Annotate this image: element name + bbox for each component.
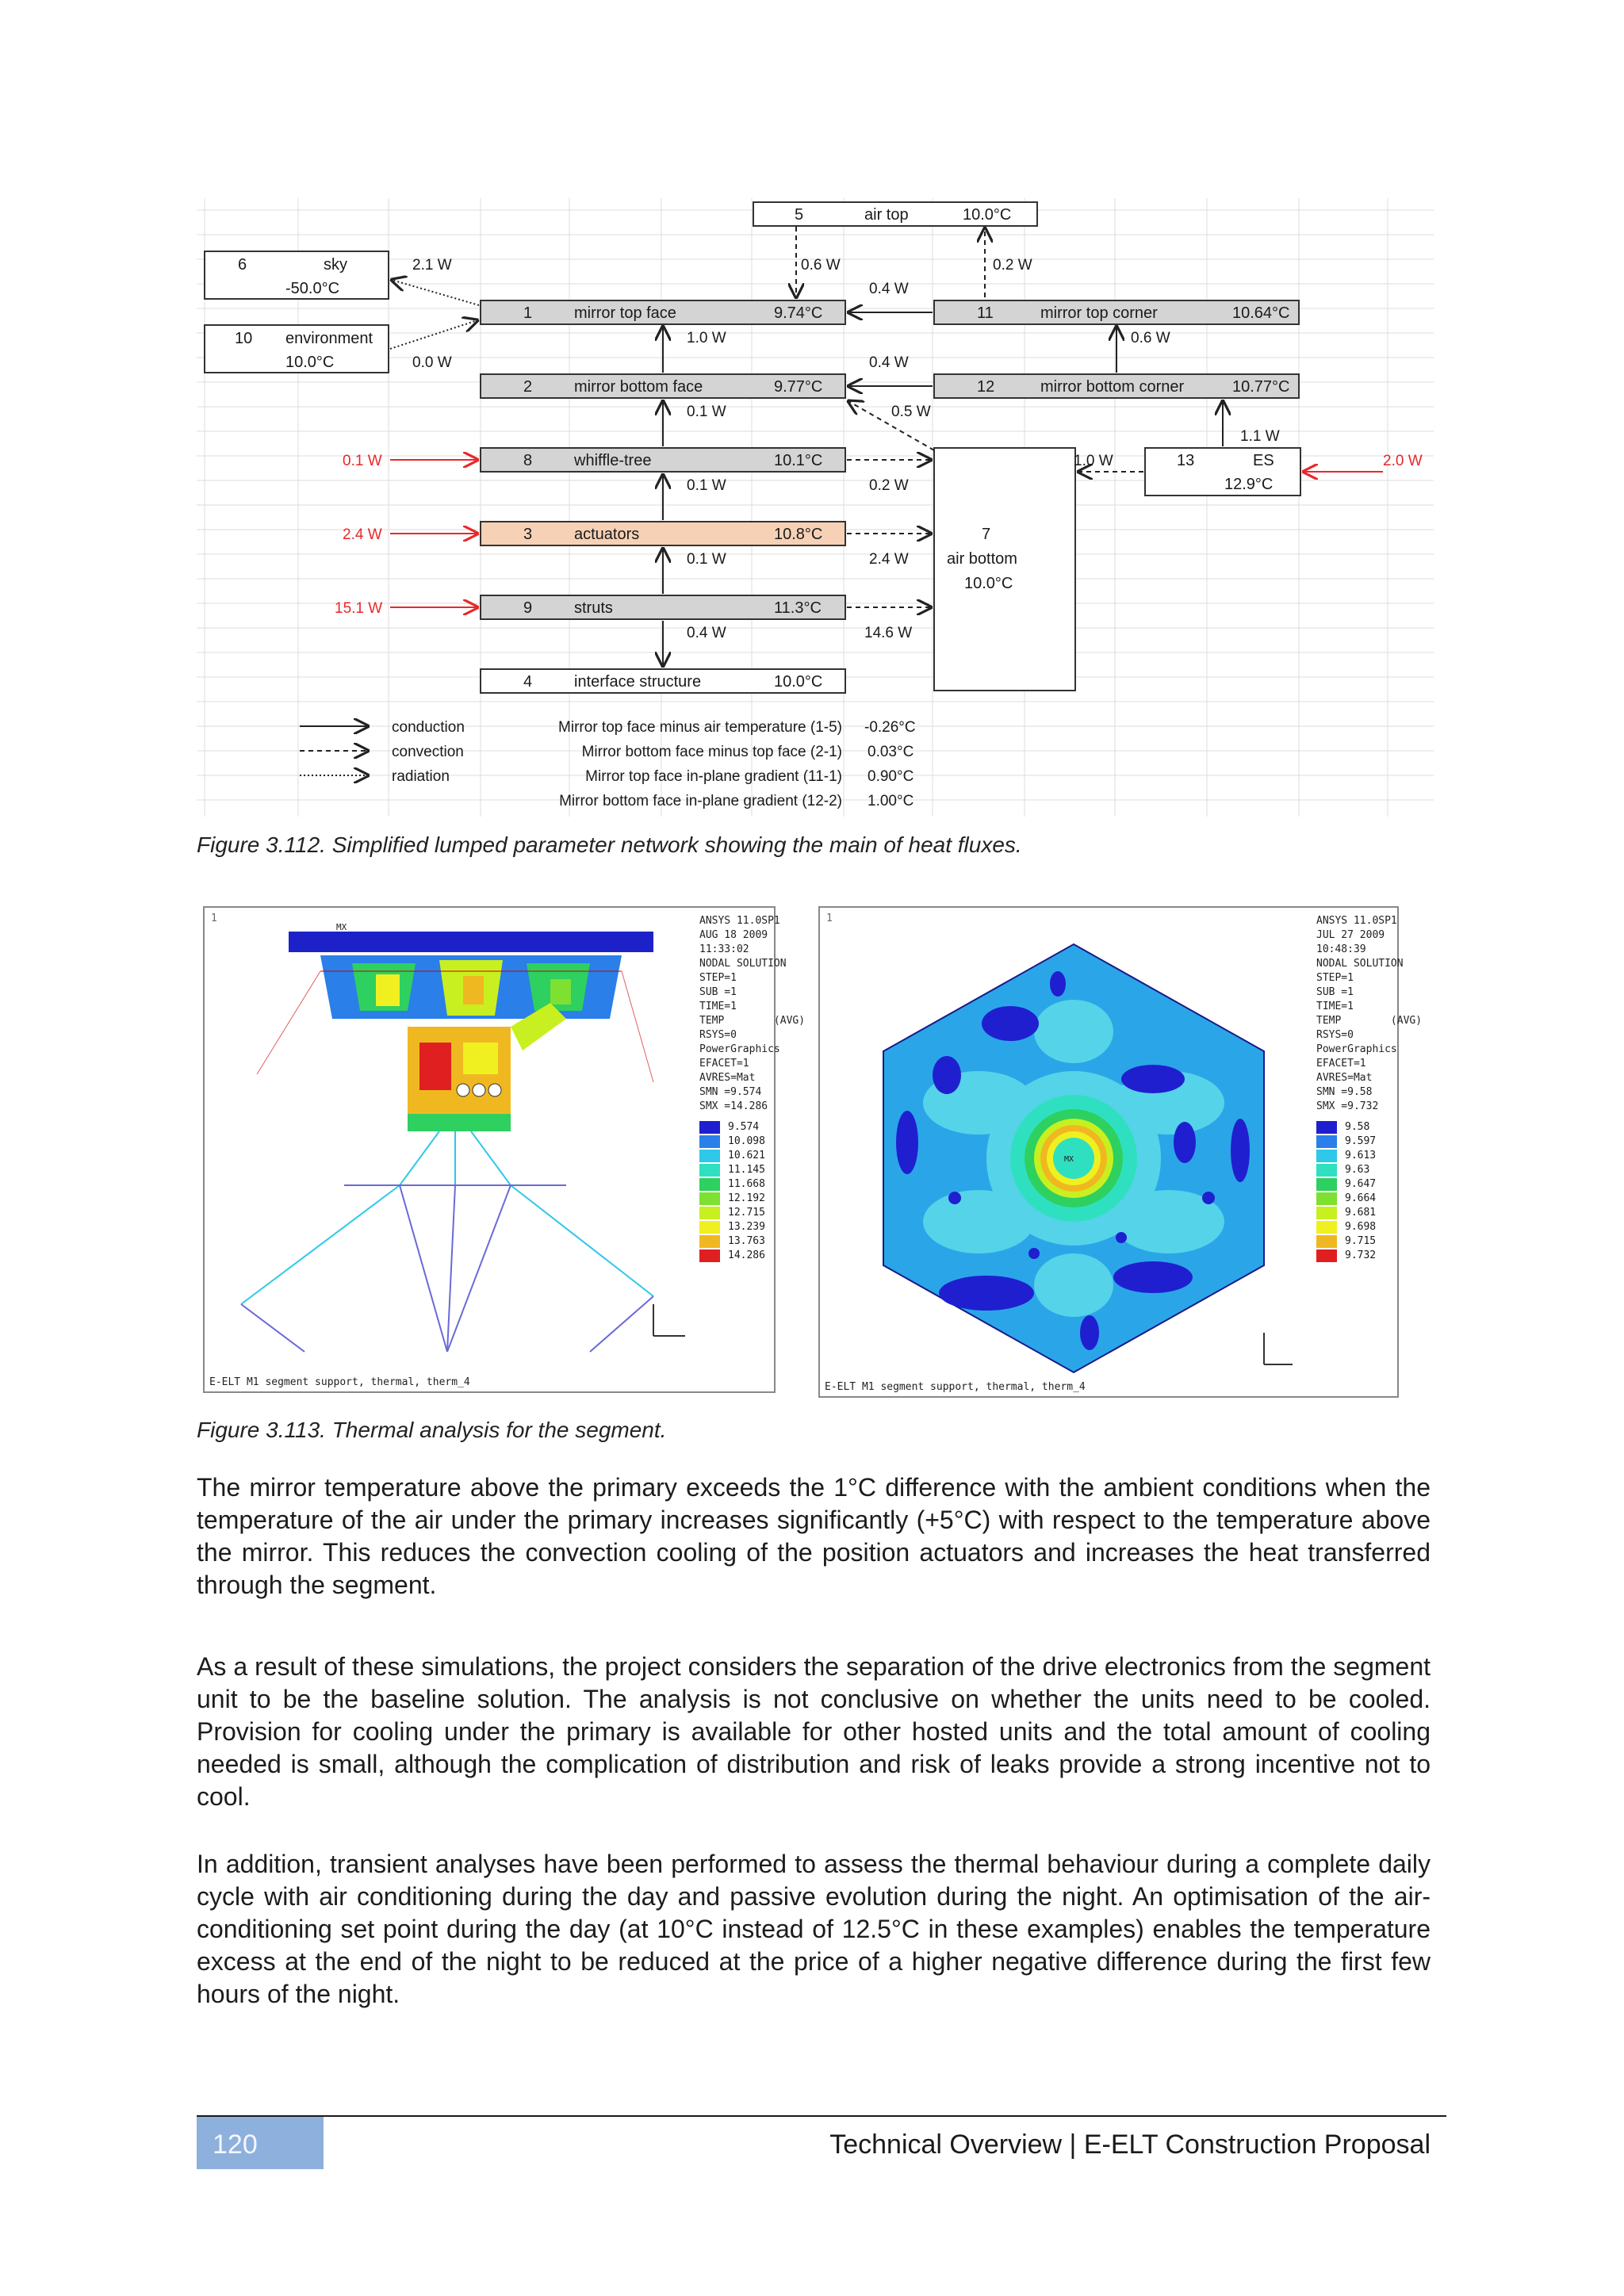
flux-label: 0.6 W	[1131, 330, 1170, 346]
ansys-info-left: ANSYS 11.0SP1 AUG 18 2009 11:33:02 NODAL SOLUTION STEP=1 SUB =1 TIME=1 TEMP (AVG) RSYS=0 PowerGraphics EFACET=1 AVRES=Mat SMN =9.574 SMX =14.286	[699, 915, 806, 1112]
summary-label: Mirror bottom face in-plane gradient (12-2)	[559, 793, 842, 809]
scale-row	[699, 1149, 765, 1163]
scale-value: 13.239	[728, 1221, 765, 1233]
node-id: 3	[523, 526, 533, 543]
flux-label: 0.4 W	[869, 354, 909, 371]
flux-label: 0.1 W	[687, 477, 726, 494]
node-label: air top	[864, 206, 909, 224]
scale-row	[1316, 1177, 1376, 1192]
flux-label: 0.1 W	[687, 551, 726, 568]
fe-plot-right	[818, 906, 1423, 1398]
scale-value: 11.668	[728, 1178, 765, 1190]
figure-caption-3-112: Figure 3.112. Simplified lumped parameter network showing the main of heat fluxes.	[197, 832, 1022, 857]
color-scale-right	[1316, 1120, 1376, 1263]
node-air-bottom	[934, 448, 1075, 691]
heat-input-label: 0.1 W	[343, 453, 382, 469]
flux-label: 2.4 W	[869, 551, 909, 568]
node-id: 7	[982, 526, 991, 543]
flux-label: 0.2 W	[869, 477, 909, 494]
scale-value: 14.286	[728, 1249, 765, 1261]
scale-value: 13.763	[728, 1235, 765, 1247]
scale-value: 11.145	[728, 1164, 765, 1176]
node-id: 1	[523, 304, 533, 322]
summary-label: Mirror top face minus air temperature (1-5)	[558, 719, 842, 736]
scale-value: 9.698	[1345, 1221, 1377, 1233]
scale-row	[699, 1120, 765, 1135]
node-id: 11	[977, 304, 994, 322]
scale-row	[1316, 1149, 1376, 1163]
plot-corner-number: 1	[826, 913, 833, 924]
summary-value: 1.00°C	[868, 793, 914, 809]
scale-row	[699, 1163, 765, 1177]
node-id: 2	[523, 378, 533, 396]
scale-row	[699, 1177, 765, 1192]
scale-value: 9.664	[1345, 1192, 1377, 1204]
flux-label: 14.6 W	[864, 625, 913, 641]
node-label: actuators	[574, 526, 640, 543]
page-number: 120	[213, 2130, 258, 2160]
summary-label: Mirror bottom face minus top face (2-1)	[581, 744, 842, 760]
node-label: sky	[324, 256, 347, 274]
scale-row	[1316, 1192, 1376, 1206]
flux-label: 1.0 W	[687, 330, 726, 346]
fe-footer-right: E-ELT M1 segment support, thermal, therm_4	[825, 1381, 1086, 1393]
scale-row	[1316, 1163, 1376, 1177]
scale-row	[699, 1192, 765, 1206]
hexagonal-segment-model	[852, 936, 1296, 1380]
body-paragraph: The mirror temperature above the primary exceeds the 1°C difference with the ambient conditions when the temperature of the air under the primary increases significantly (+5°C) with respect to the temperature above the mirror. This reduces the convection cooling of the position actuators and increases the heat transferred through the segment.	[197, 1473, 1431, 1599]
scale-row	[1316, 1206, 1376, 1220]
node-label: ES	[1253, 452, 1274, 469]
scale-row	[699, 1234, 765, 1249]
summary-value: 0.03°C	[868, 744, 914, 760]
scale-value: 9.58	[1345, 1121, 1370, 1133]
summary-value: 0.90°C	[868, 768, 914, 785]
node-temp: 10.0°C	[285, 354, 335, 371]
scale-row	[699, 1135, 765, 1149]
scale-row	[1316, 1249, 1376, 1263]
flux-label: 0.1 W	[687, 404, 726, 420]
scale-row	[1316, 1120, 1376, 1135]
flux-label: 0.0 W	[412, 354, 452, 371]
node-temp: 9.77°C	[774, 378, 823, 396]
scale-row	[699, 1206, 765, 1220]
node-temp: 10.0°C	[964, 575, 1013, 592]
scale-value: 12.192	[728, 1192, 765, 1204]
body-paragraph: In addition, transient analyses have been performed to assess the thermal behaviour during a complete daily cycle with air conditioning during the day and passive evolution during the night. An optimisation of the air-conditioning set point during the day (at 10°C instead of 12.5°C in these examples) enables the temperature excess at the end of the night to be reduced at the price of a higher negative difference during the first few hours of the night.	[197, 1850, 1431, 2008]
scale-value: 9.597	[1345, 1135, 1377, 1147]
scale-value: 9.647	[1345, 1178, 1377, 1190]
body-paragraph: As a result of these simulations, the project considers the separation of the drive electronics from the segment unit to be the baseline solution. The analysis is not conclusive on whether the units need to be cooled. Provision for cooling under the primary is available for other hosted units and the total amount of cooling needed is small, although the complication of distribution and risk of leaks provide a strong incentive not to cool.	[197, 1652, 1431, 1811]
node-temp: 10.0°C	[774, 673, 823, 691]
flux-label: 1.1 W	[1240, 428, 1280, 445]
node-id: 9	[523, 599, 533, 617]
scale-row	[699, 1249, 765, 1263]
node-id: 6	[238, 256, 247, 274]
flux-arrow	[390, 320, 477, 349]
fe-plot-left	[203, 906, 806, 1393]
node-label: mirror top face	[574, 304, 676, 322]
node-temp: 10.8°C	[774, 526, 823, 543]
heat-flux-network-diagram	[197, 198, 1434, 817]
node-label: mirror top corner	[1040, 304, 1158, 322]
node-label: mirror bottom face	[574, 378, 703, 396]
node-label: environment	[285, 330, 373, 347]
node-temp: 10.64°C	[1232, 304, 1290, 322]
scale-value: 9.574	[728, 1121, 760, 1133]
scale-row	[1316, 1234, 1376, 1249]
node-label: whiffle-tree	[574, 452, 652, 469]
ansys-info-right: ANSYS 11.0SP1 JUL 27 2009 10:48:39 NODAL SOLUTION STEP=1 SUB =1 TIME=1 TEMP (AVG) RSYS=0 PowerGraphics EFACET=1 AVRES=Mat SMN =9.58 SMX =9.732	[1316, 915, 1423, 1112]
plot-mark: MX	[1064, 1155, 1074, 1164]
heat-input-label: 2.0 W	[1383, 453, 1423, 469]
summary-label: Mirror top face in-plane gradient (11-1)	[585, 768, 842, 785]
scale-value: 9.681	[1345, 1207, 1377, 1219]
legend-radiation: radiation	[392, 768, 450, 785]
scale-value: 9.732	[1345, 1249, 1377, 1261]
node-id: 5	[795, 206, 804, 224]
segment-support-model	[209, 924, 685, 1368]
node-id: 13	[1177, 452, 1195, 469]
scale-row	[699, 1220, 765, 1234]
scale-value: 10.621	[728, 1150, 765, 1161]
node-temp: 10.1°C	[774, 452, 823, 469]
scale-value: 9.613	[1345, 1150, 1377, 1161]
node-label: interface structure	[574, 673, 702, 691]
flux-label: 0.4 W	[869, 281, 909, 297]
figure-caption-3-113: Figure 3.113. Thermal analysis for the segment.	[197, 1418, 667, 1442]
node-label: mirror bottom corner	[1040, 378, 1185, 396]
node-id: 10	[235, 330, 253, 347]
scale-value: 10.098	[728, 1135, 765, 1147]
legend-convection: convection	[392, 744, 464, 760]
node-label: air bottom	[947, 550, 1017, 568]
footer-rule	[197, 2115, 1446, 2117]
flux-label: 1.0 W	[1074, 453, 1113, 469]
heat-input-label: 2.4 W	[343, 526, 382, 543]
node-id: 8	[523, 452, 533, 469]
flux-label: 0.6 W	[801, 257, 841, 274]
color-scale-left	[699, 1120, 765, 1263]
flux-label: 2.1 W	[412, 257, 452, 274]
plot-label: MX	[336, 922, 347, 932]
footer-title: Technical Overview | E-ELT Construction Proposal	[829, 2130, 1431, 2160]
node-temp: 10.77°C	[1232, 378, 1290, 396]
node-label: struts	[574, 599, 613, 617]
node-es	[1145, 448, 1300, 496]
node-temp: -50.0°C	[285, 280, 340, 297]
scale-value: 12.715	[728, 1207, 765, 1219]
legend-conduction: conduction	[392, 719, 465, 736]
flux-label: 0.2 W	[993, 257, 1032, 274]
scale-row	[1316, 1135, 1376, 1149]
node-temp: 9.74°C	[774, 304, 823, 322]
scale-value: 9.63	[1345, 1164, 1370, 1176]
scale-value: 9.715	[1345, 1235, 1377, 1247]
node-temp: 10.0°C	[963, 206, 1012, 224]
plot-corner-number: 1	[211, 913, 217, 924]
summary-value: -0.26°C	[864, 719, 916, 736]
node-temp: 12.9°C	[1224, 476, 1274, 493]
fe-footer-left: E-ELT M1 segment support, thermal, therm_4	[209, 1376, 470, 1388]
node-id: 12	[977, 378, 995, 396]
heat-input-label: 15.1 W	[335, 600, 383, 617]
flux-label: 0.5 W	[891, 404, 931, 420]
flux-label: 0.4 W	[687, 625, 726, 641]
node-id: 4	[523, 673, 533, 691]
node-temp: 11.3°C	[774, 599, 822, 617]
scale-row	[1316, 1220, 1376, 1234]
